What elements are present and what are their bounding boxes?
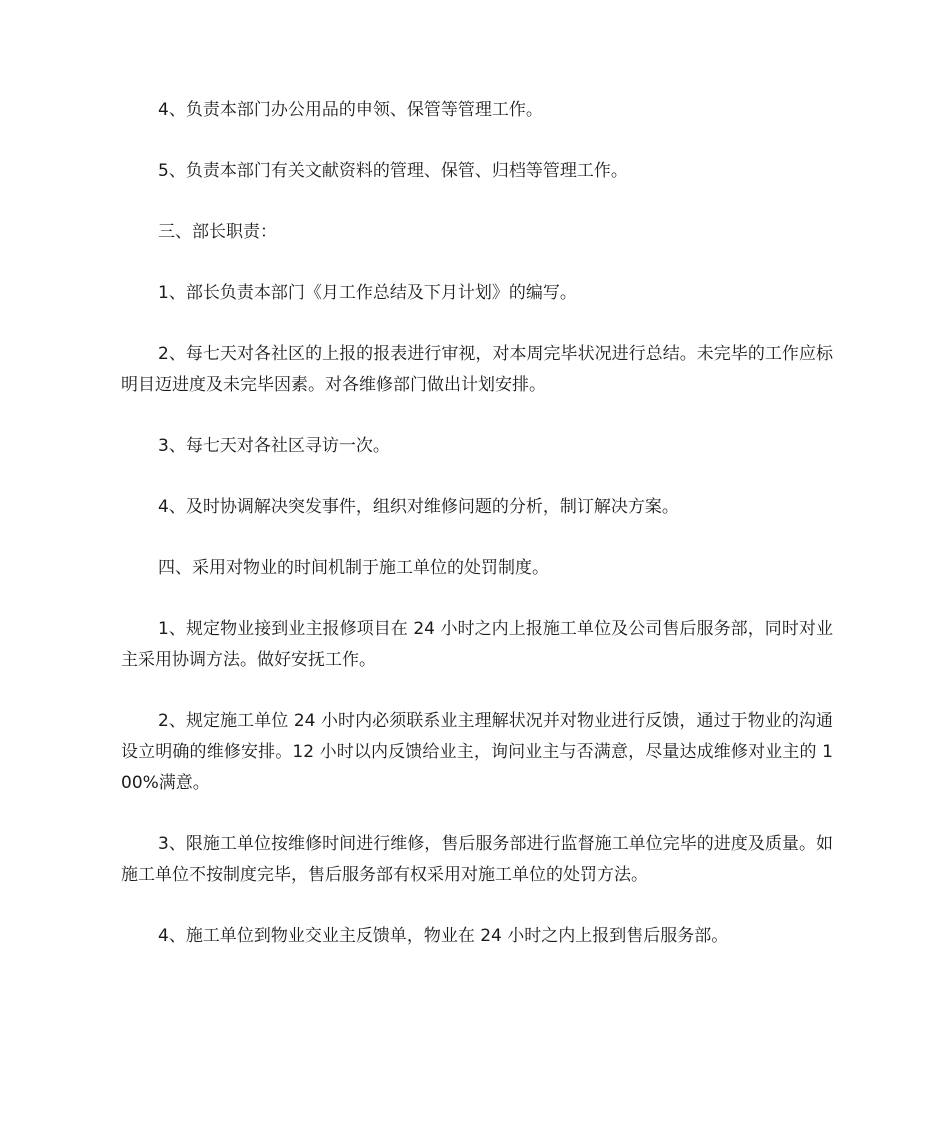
paragraph-weekly-review: 2、每七天对各社区的上报的报表进行审视，对本周完毕状况进行总结。未完毕的工作应标明目迈进度及未完毕因素。对各维修部门做出计划安排。 [121, 344, 833, 395]
paragraph-feedback-form: 4、施工单位到物业交业主反馈单，物业在 24 小时之内上报到售后服务部。 [158, 926, 729, 946]
paragraph-office-supplies: 4、负责本部门办公用品的申领、保管等管理工作。 [158, 100, 543, 120]
paragraph-24-hour-report: 1、规定物业接到业主报修项目在 24 小时之内上报施工单位及公司售后服务部，同时对业主采用协调方法。做好安抚工作。 [121, 619, 833, 670]
paragraph-repair-supervision: 3、限施工单位按维修时间进行维修，售后服务部进行监督施工单位完毕的进度及质量。如施工单位不按制度完毕，售后服务部有权采用对施工单位的处罚方法。 [121, 834, 833, 885]
paragraph-monthly-plan: 1、部长负责本部门《月工作总结及下月计划》的编写。 [158, 283, 577, 303]
paragraph-document-archiving: 5、负责本部门有关文献资料的管理、保管、归档等管理工作。 [158, 161, 628, 181]
paragraph-weekly-visit: 3、每七天对各社区寻访一次。 [158, 436, 390, 456]
section-heading-penalty-system: 四、采用对物业的时间机制于施工单位的处罚制度。 [158, 558, 549, 578]
paragraph-contractor-feedback: 2、规定施工单位 24 小时内必须联系业主理解状况并对物业进行反馈，通过于物业的沟通设立明确的维修安排。12 小时以内反馈给业主，询问业主与否满意，尽量达成维修对业主的 100%满意。 [121, 711, 833, 793]
document-body [121, 95, 833, 982]
paragraph-emergency-handling: 4、及时协调解决突发事件，组织对维修问题的分析，制订解决方案。 [158, 497, 679, 517]
section-heading-minister-duties: 三、部长职责： [158, 222, 277, 242]
